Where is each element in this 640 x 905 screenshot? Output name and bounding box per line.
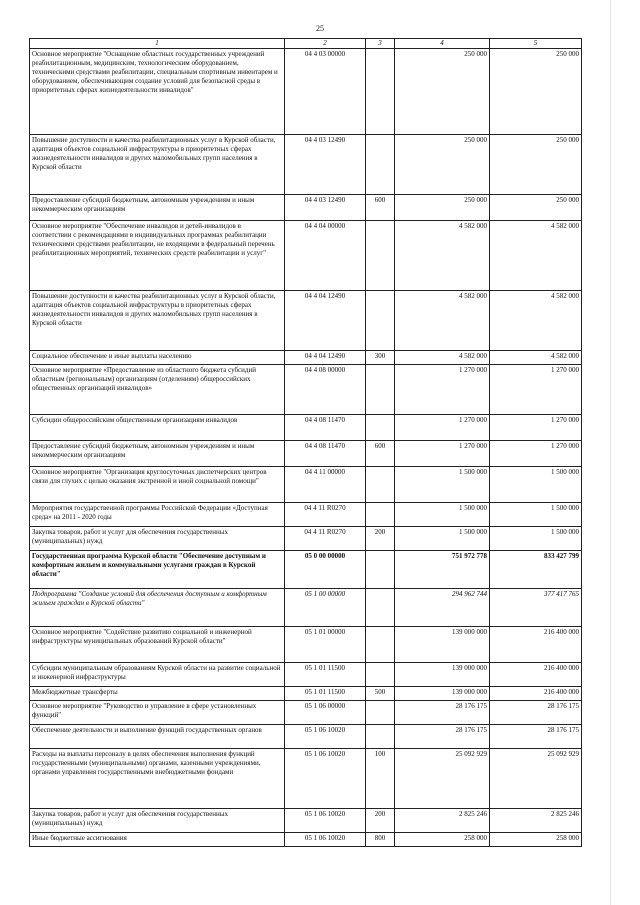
table-row xyxy=(30,663,582,687)
row-name: Основное мероприятие "Организация круглосуточных диспетчерских центров связи для глухих с целью оказания экстренной и иной социальной помощи" xyxy=(30,467,285,503)
header-col-5: 5 xyxy=(490,39,582,49)
row-amount-year2: 216 400 000 xyxy=(490,687,582,701)
table-row xyxy=(30,135,582,195)
row-expense-type: 800 xyxy=(366,833,395,847)
row-name: Расходы на выплаты персоналу в целях обеспечения выполнения функций государственными (муниципальными) органами, казенными учреждениями, органами управления государственными внебюджетными фондами xyxy=(30,749,285,809)
table-row xyxy=(30,687,582,701)
row-amount-year2: 2 825 246 xyxy=(490,809,582,833)
table-row xyxy=(30,551,582,589)
header-col-4: 4 xyxy=(395,39,490,49)
row-name: Подпрограмма "Создание условий для обеспечения доступным и комфортным жильем граждан в Курской области" xyxy=(30,589,285,627)
row-amount-year1: 4 582 000 xyxy=(395,291,490,351)
row-name: Повышение доступности и качества реабилитационных услуг в Курской области, адаптация объектов социальной инфраструктуры в приоритетных сферах жизнедеятельности инвалидов и других маломобильных групп населения в Курской области xyxy=(30,291,285,351)
row-name: Субсидии муниципальным образованиям Курской области на развитие социальной и инженерной инфраструктуры xyxy=(30,663,285,687)
row-name: Предоставление субсидий бюджетным, автономным учреждениям и иным некоммерческим организациям xyxy=(30,195,285,221)
row-amount-year2: 1 270 000 xyxy=(490,365,582,415)
row-amount-year2: 250 000 xyxy=(490,135,582,195)
row-amount-year2: 250 000 xyxy=(490,49,582,135)
row-amount-year1: 28 176 175 xyxy=(395,701,490,725)
row-expense-type xyxy=(366,135,395,195)
row-amount-year2: 28 176 175 xyxy=(490,725,582,749)
row-amount-year1: 1 500 000 xyxy=(395,467,490,503)
table-row xyxy=(30,833,582,847)
row-amount-year2: 28 176 175 xyxy=(490,701,582,725)
table-row xyxy=(30,467,582,503)
row-code: 05 1 06 10020 xyxy=(285,749,366,809)
row-amount-year1: 250 000 xyxy=(395,135,490,195)
row-name: Обеспечение деятельности и выполнение функций государственных органов xyxy=(30,725,285,749)
row-expense-type: 100 xyxy=(366,749,395,809)
row-expense-type xyxy=(366,701,395,725)
row-code: 05 1 06 00000 xyxy=(285,701,366,725)
table-row xyxy=(30,49,582,135)
row-amount-year2: 1 500 000 xyxy=(490,467,582,503)
row-name: Основное мероприятие «Предоставление из областного бюджета субсидий областным (региональным) организациям (отделениям) общероссийских общественных организаций инвалидов» xyxy=(30,365,285,415)
row-name: Межбюджетные трансферты xyxy=(30,687,285,701)
row-amount-year2: 258 000 xyxy=(490,833,582,847)
row-amount-year2: 25 092 929 xyxy=(490,749,582,809)
row-code: 04 4 04 12490 xyxy=(285,351,366,365)
row-code: 05 1 01 11500 xyxy=(285,663,366,687)
row-code: 04 4 03 12490 xyxy=(285,195,366,221)
row-amount-year1: 250 000 xyxy=(395,195,490,221)
row-amount-year1: 1 270 000 xyxy=(395,441,490,467)
row-amount-year1: 258 000 xyxy=(395,833,490,847)
header-col-3: 3 xyxy=(366,39,395,49)
row-expense-type xyxy=(366,725,395,749)
header-col-1: 1 xyxy=(30,39,285,49)
row-name: Повышение доступности и качества реабилитационных услуг в Курской области, адаптация объектов социальной инфраструктуры в приоритетных сферах жизнедеятельности инвалидов и других маломобильных групп населения в Курской области xyxy=(30,135,285,195)
table-body xyxy=(30,49,582,847)
row-amount-year1: 2 825 246 xyxy=(395,809,490,833)
header-row xyxy=(30,39,582,49)
header-col-2: 2 xyxy=(285,39,366,49)
row-amount-year2: 1 270 000 xyxy=(490,415,582,441)
row-expense-type xyxy=(366,365,395,415)
page-number: 25 xyxy=(316,24,324,33)
table-row xyxy=(30,589,582,627)
row-amount-year2: 1 270 000 xyxy=(490,441,582,467)
budget-table xyxy=(29,38,582,847)
row-expense-type xyxy=(366,467,395,503)
row-name: Закупка товаров, работ и услуг для обеспечения государственных (муниципальных) нужд xyxy=(30,527,285,551)
row-name: Мероприятия государственной программы Российской Федерации «Доступная среда» на 2011 - 2020 годы xyxy=(30,503,285,527)
row-code: 04 4 08 11470 xyxy=(285,415,366,441)
row-code: 05 1 06 10020 xyxy=(285,809,366,833)
row-code: 05 1 00 00000 xyxy=(285,589,366,627)
row-amount-year1: 1 500 000 xyxy=(395,503,490,527)
row-code: 04 4 03 00000 xyxy=(285,49,366,135)
table-row xyxy=(30,627,582,663)
table-row xyxy=(30,725,582,749)
row-code: 04 4 04 12490 xyxy=(285,291,366,351)
row-name: Основное мероприятие "Руководство и управление в сфере установленных функций" xyxy=(30,701,285,725)
table-row xyxy=(30,809,582,833)
table-row xyxy=(30,221,582,291)
row-code: 04 4 11 R0270 xyxy=(285,503,366,527)
row-name: Государственная программа Курской области "Обеспечение доступным и комфортным жильем и коммунальными услугами граждан в Курской области" xyxy=(30,551,285,589)
table-row xyxy=(30,527,582,551)
row-expense-type xyxy=(366,415,395,441)
row-amount-year1: 139 000 000 xyxy=(395,627,490,663)
table-row xyxy=(30,415,582,441)
row-amount-year1: 294 962 744 xyxy=(395,589,490,627)
row-name: Основное мероприятие "Обеспечение инвалидов и детей-инвалидов в соответствии с рекомендациями в индивидуальных программах реабилитации техническими средствами реабилитации, не входящими в федеральный перечень реабилитационных мероприятий, технических средств реабилитации и услуг" xyxy=(30,221,285,291)
row-amount-year2: 4 582 000 xyxy=(490,351,582,365)
row-expense-type: 200 xyxy=(366,809,395,833)
row-expense-type: 600 xyxy=(366,195,395,221)
row-amount-year2: 4 582 000 xyxy=(490,221,582,291)
row-amount-year1: 25 092 929 xyxy=(395,749,490,809)
row-name: Основное мероприятие "Оснащение областных государственных учреждений реабилитационным, медицинским, технологическим оборудованием, техническими средствами реабилитации, специальным спортивным инвентарем и оборудованием, обеспечивающим создание условий для безопасной среды в приоритетных сферах жизнедеятельности инвалидов" xyxy=(30,49,285,135)
row-amount-year2: 377 417 765 xyxy=(490,589,582,627)
row-amount-year1: 1 270 000 xyxy=(395,365,490,415)
row-code: 04 4 03 12490 xyxy=(285,135,366,195)
table-row xyxy=(30,701,582,725)
row-name: Основное мероприятие "Содействие развитию социальной и инженерной инфраструктуры муниципальных образований Курской области" xyxy=(30,627,285,663)
row-expense-type xyxy=(366,551,395,589)
table-row xyxy=(30,441,582,467)
row-code: 05 1 01 11500 xyxy=(285,687,366,701)
row-name: Закупка товаров, работ и услуг для обеспечения государственных (муниципальных) нужд xyxy=(30,809,285,833)
row-expense-type: 500 xyxy=(366,687,395,701)
row-name: Субсидии общероссийским общественным организациям инвалидов xyxy=(30,415,285,441)
row-expense-type xyxy=(366,663,395,687)
row-expense-type xyxy=(366,503,395,527)
row-expense-type xyxy=(366,49,395,135)
row-amount-year2: 4 582 000 xyxy=(490,291,582,351)
row-expense-type: 600 xyxy=(366,441,395,467)
row-amount-year2: 216 400 000 xyxy=(490,663,582,687)
row-code: 04 4 11 R0270 xyxy=(285,527,366,551)
row-amount-year1: 4 582 000 xyxy=(395,351,490,365)
row-expense-type xyxy=(366,589,395,627)
table-row xyxy=(30,351,582,365)
row-amount-year1: 28 176 175 xyxy=(395,725,490,749)
row-code: 04 4 11 00000 xyxy=(285,467,366,503)
table-row xyxy=(30,291,582,351)
row-amount-year1: 139 000 000 xyxy=(395,687,490,701)
row-code: 05 1 06 10020 xyxy=(285,725,366,749)
row-amount-year1: 139 000 000 xyxy=(395,663,490,687)
row-amount-year1: 250 000 xyxy=(395,49,490,135)
row-name: Предоставление субсидий бюджетным, автономным учреждениям и иным некоммерческим организациям xyxy=(30,441,285,467)
row-expense-type xyxy=(366,627,395,663)
row-expense-type: 300 xyxy=(366,351,395,365)
scan-edge xyxy=(610,0,611,905)
row-code: 04 4 04 00000 xyxy=(285,221,366,291)
row-amount-year2: 250 000 xyxy=(490,195,582,221)
row-code: 04 4 08 11470 xyxy=(285,441,366,467)
table-row xyxy=(30,365,582,415)
table-row xyxy=(30,749,582,809)
table-row xyxy=(30,503,582,527)
row-code: 05 0 00 00000 xyxy=(285,551,366,589)
row-amount-year1: 1 500 000 xyxy=(395,527,490,551)
row-amount-year2: 833 427 799 xyxy=(490,551,582,589)
row-code: 04 4 08 00000 xyxy=(285,365,366,415)
row-amount-year1: 1 270 000 xyxy=(395,415,490,441)
row-amount-year1: 751 972 778 xyxy=(395,551,490,589)
row-name: Иные бюджетные ассигнования xyxy=(30,833,285,847)
row-name: Социальное обеспечение и иные выплаты населению xyxy=(30,351,285,365)
table-row xyxy=(30,195,582,221)
row-amount-year2: 1 500 000 xyxy=(490,527,582,551)
row-amount-year2: 1 500 000 xyxy=(490,503,582,527)
row-amount-year1: 4 582 000 xyxy=(395,221,490,291)
row-expense-type xyxy=(366,291,395,351)
row-code: 05 1 01 00000 xyxy=(285,627,366,663)
row-expense-type xyxy=(366,221,395,291)
row-expense-type: 200 xyxy=(366,527,395,551)
row-code: 05 1 06 10020 xyxy=(285,833,366,847)
row-amount-year2: 216 400 000 xyxy=(490,627,582,663)
